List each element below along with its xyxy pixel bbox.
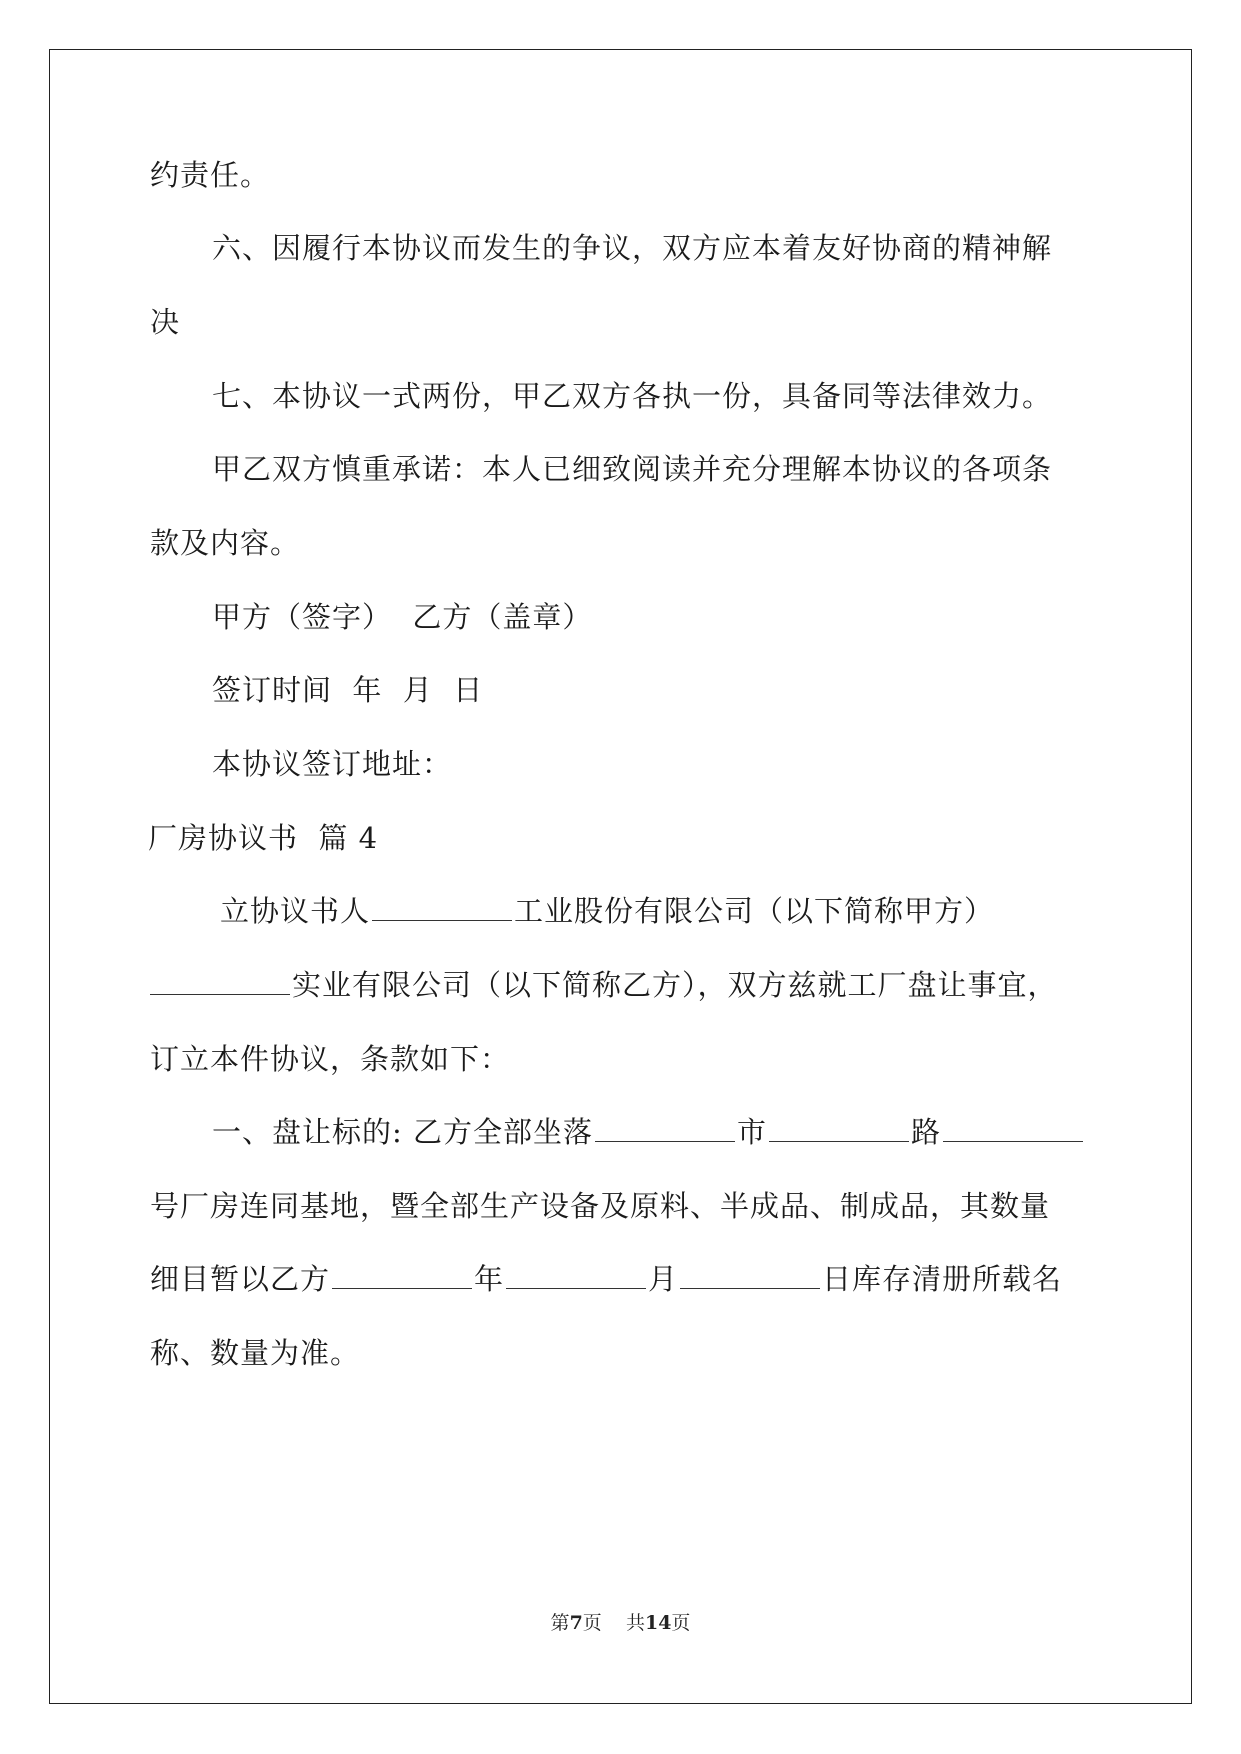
fill-blank — [150, 968, 290, 995]
paragraph-line: 六、因履行本协议而发生的争议，双方应本着友好协商的精神解 — [212, 231, 1053, 265]
paragraph-line: 七、本协议一式两份，甲乙双方各执一份，具备同等法律效力。 — [212, 379, 1053, 413]
text-segment: 市 — [737, 1115, 768, 1149]
paragraph-line — [150, 965, 1058, 1005]
paragraph-line: 甲乙双方慎重承诺：本人已细致阅读并充分理解本协议的各项条 — [212, 452, 1053, 486]
fill-blank — [943, 1115, 1083, 1142]
text-segment: 一、盘让标的: 乙方全部坐落 — [212, 1115, 593, 1149]
text-segment: 细目暂以乙方 — [150, 1262, 331, 1296]
fill-blank — [769, 1115, 909, 1142]
paragraph-line: 决 — [150, 305, 181, 339]
paragraph-line — [150, 1259, 1062, 1299]
paragraph-line: 称、数量为准。 — [150, 1336, 361, 1370]
signing-date-line: 签订时间 年 月 日 — [212, 673, 484, 707]
footer-mid: 页 共 — [582, 1612, 645, 1634]
text-segment: 月 — [648, 1262, 679, 1296]
signature-line: 甲方（签字） 乙方（盖章） — [212, 600, 593, 634]
fill-blank — [595, 1115, 735, 1142]
text-segment: 实业有限公司（以下简称乙方），双方兹就工厂盘让事宜， — [292, 968, 1058, 1002]
paragraph-line — [220, 891, 994, 931]
text-segment: 工业股份有限公司（以下简称甲方） — [514, 894, 995, 928]
signing-address-line: 本协议签订地址： — [212, 747, 453, 781]
paragraph-line — [212, 1112, 1085, 1152]
section-heading: 厂房协议书 篇 4 — [148, 821, 379, 855]
paragraph-line: 款及内容。 — [150, 526, 301, 560]
fill-blank — [680, 1262, 820, 1289]
fill-blank — [506, 1262, 646, 1289]
paragraph-line: 订立本件协议，条款如下： — [150, 1042, 511, 1076]
current-page-number: 7 — [569, 1612, 583, 1634]
paragraph-line: 号厂房连同基地，暨全部生产设备及原料、半成品、制成品，其数量 — [150, 1189, 1051, 1223]
page-border — [49, 49, 1192, 1704]
footer-prefix: 第 — [550, 1612, 570, 1634]
paragraph-line: 约责任。 — [150, 158, 271, 192]
page-footer — [0, 1610, 1241, 1636]
fill-blank — [372, 894, 512, 921]
text-segment: 年 — [474, 1262, 505, 1296]
footer-suffix: 页 — [671, 1612, 691, 1634]
total-page-count: 14 — [644, 1612, 672, 1634]
text-segment: 路 — [911, 1115, 942, 1149]
text-segment: 日库存清册所载名 — [822, 1262, 1063, 1296]
text-segment: 立协议书人 — [220, 894, 371, 928]
fill-blank — [332, 1262, 472, 1289]
